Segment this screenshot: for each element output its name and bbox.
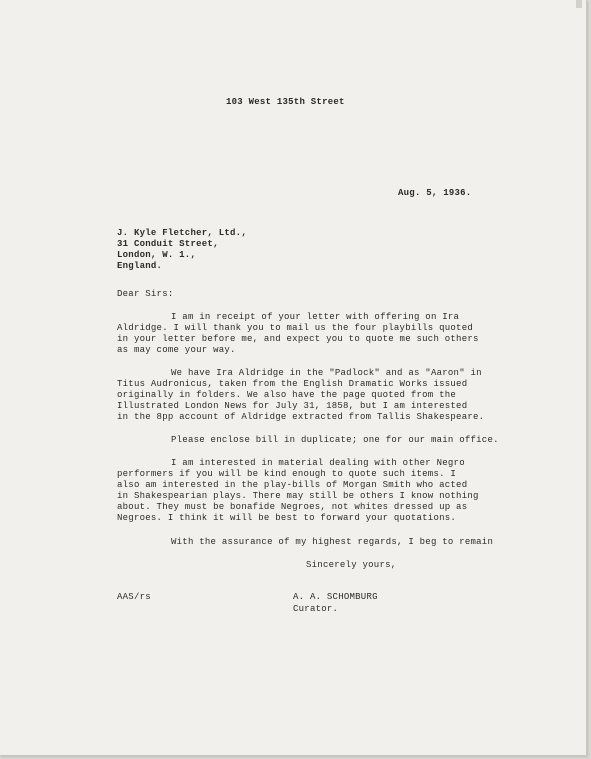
body-line: With the assurance of my highest regards, I beg to remain xyxy=(171,537,494,547)
body-line: originally in folders. We also have the page quoted from the xyxy=(117,390,457,400)
letter-date: Aug. 5, 1936. xyxy=(398,188,472,198)
body-line: in Shakespearian plays. There may still be others I know nothing xyxy=(117,491,479,501)
body-line: I am in receipt of your letter with offering on Ira xyxy=(171,312,460,322)
recipient-line: London, W. 1., xyxy=(117,250,197,260)
body-paragraph-3 xyxy=(117,435,499,446)
salutation: Dear Sirs: xyxy=(117,289,174,299)
body-paragraph-1 xyxy=(117,312,479,356)
body-line: performers if you will be kind enough to quote such items. I xyxy=(117,469,457,479)
recipient-line: J. Kyle Fletcher, Ltd., xyxy=(117,228,247,238)
recipient-line: England. xyxy=(117,261,163,271)
body-line: in the 8pp account of Aldridge extracted from Tallis Shakespeare. xyxy=(117,412,485,422)
page-corner xyxy=(576,0,582,8)
body-paragraph-2 xyxy=(117,368,484,423)
body-line: also am interested in the play-bills of Morgan Smith who acted xyxy=(117,480,468,490)
signature-name: A. A. SCHOMBURG xyxy=(293,592,378,602)
body-line: Aldridge. I will thank you to mail us the four playbills quoted xyxy=(117,323,474,333)
body-paragraph-4 xyxy=(117,458,479,524)
body-line: Illustrated London News for July 31, 1858, but I am interested xyxy=(117,401,468,411)
recipient-line: 31 Conduit Street, xyxy=(117,239,219,249)
body-line: Please enclose bill in duplicate; one for our main office. xyxy=(171,435,499,445)
body-line: I am interested in material dealing with other Negro xyxy=(171,458,465,468)
recipient-address xyxy=(117,228,247,272)
body-line: about. They must be bonafide Negroes, not whites dressed up as xyxy=(117,502,468,512)
body-line: Titus Audronicus, taken from the English Dramatic Works issued xyxy=(117,379,468,389)
closing: Sincerely yours, xyxy=(306,560,397,570)
body-paragraph-5 xyxy=(117,537,493,548)
signature-title: Curator. xyxy=(293,604,339,614)
body-line: Negroes. I think it will be best to forward your quotations. xyxy=(117,513,457,523)
body-line: in your letter before me, and expect you to quote me such others xyxy=(117,334,479,344)
body-line: We have Ira Aldridge in the "Padlock" and as "Aaron" in xyxy=(171,368,482,378)
typist-initials: AAS/rs xyxy=(117,592,151,602)
sender-address: 103 West 135th Street xyxy=(226,97,345,107)
body-line: as may come your way. xyxy=(117,345,236,355)
